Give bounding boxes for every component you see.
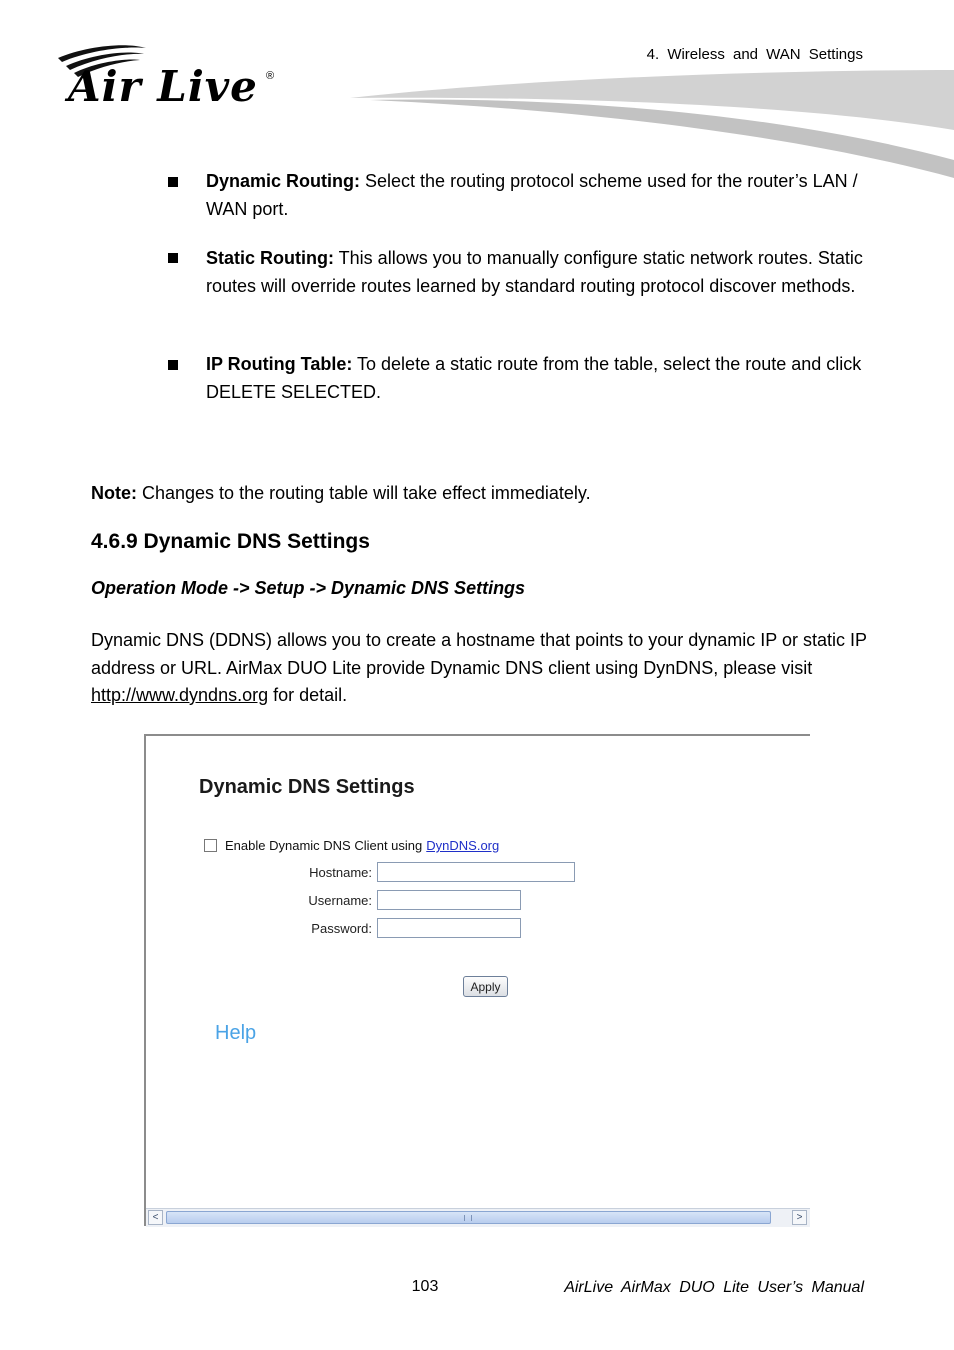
bullet-ip-routing-table (206, 351, 871, 406)
page-number: 103 (411, 1278, 439, 1295)
bullet-square-icon (168, 253, 178, 263)
bullet-static-routing (206, 245, 871, 300)
registered-mark: ® (266, 70, 275, 82)
username-input[interactable] (377, 890, 521, 910)
password-input[interactable] (377, 918, 521, 938)
airlive-logo (56, 40, 286, 115)
intro-text-after: for detail. (268, 685, 348, 705)
username-label: Username: (308, 893, 372, 908)
section-heading: 4.6.9 Dynamic DNS Settings (91, 530, 370, 553)
chapter-title: 4. Wireless and WAN Settings (646, 46, 863, 63)
note-label: Note: (91, 483, 137, 503)
intro-text-before: Dynamic DNS (DDNS) allows you to create a hostname that points to your dynamic IP or static IP address or URL. AirMax DUO Lite provide Dynamic DNS client using DynDNS, please visit (91, 630, 867, 678)
term-ip-routing-table: IP Routing Table: (206, 354, 353, 374)
desc-ip-routing-table: To delete a static route from the table, select the route and click DELETE SELECTED. (206, 354, 862, 402)
term-static-routing: Static Routing: (206, 248, 334, 268)
scroll-right-icon[interactable]: > (792, 1210, 807, 1225)
note-paragraph (91, 480, 871, 507)
ddns-panel-title: Dynamic DNS Settings (199, 776, 415, 798)
note-text: Changes to the routing table will take effect immediately. (137, 483, 591, 503)
desc-static-routing: This allows you to manually configure static network routes. Static routes will override routes learned by standard routing protocol discover methods. (206, 248, 863, 296)
enable-ddns-row (204, 838, 499, 853)
enable-ddns-checkbox[interactable] (204, 839, 217, 852)
apply-button[interactable]: Apply (463, 976, 508, 997)
scrollbar-thumb[interactable] (166, 1211, 771, 1224)
bullet-square-icon (168, 177, 178, 187)
bullet-dynamic-routing (206, 168, 871, 223)
navigation-path: Operation Mode -> Setup -> Dynamic DNS Settings (91, 578, 526, 598)
grip-icon (464, 1215, 472, 1221)
password-label: Password: (311, 921, 372, 936)
dyndns-org-link[interactable]: DynDNS.org (426, 838, 500, 853)
dyndns-url-link[interactable]: http://www.dyndns.org (91, 685, 269, 705)
manual-title: AirLive AirMax DUO Lite User’s Manual (564, 1279, 864, 1296)
ddns-settings-screenshot (144, 734, 810, 1226)
intro-paragraph (91, 627, 871, 710)
horizontal-scrollbar[interactable] (146, 1208, 810, 1227)
bullet-square-icon (168, 360, 178, 370)
hostname-input[interactable] (377, 862, 575, 882)
term-dynamic-routing: Dynamic Routing: (206, 171, 361, 191)
logo-wordmark: Air Live (68, 62, 258, 111)
help-link[interactable]: Help (215, 1022, 257, 1044)
scroll-left-icon[interactable]: < (148, 1210, 163, 1225)
enable-ddns-label: Enable Dynamic DNS Client using (225, 838, 423, 853)
desc-dynamic-routing: Select the routing protocol scheme used for the router’s LAN / WAN port. (206, 171, 858, 219)
hostname-label: Hostname: (309, 865, 372, 880)
header-swoosh-graphic (330, 66, 954, 178)
